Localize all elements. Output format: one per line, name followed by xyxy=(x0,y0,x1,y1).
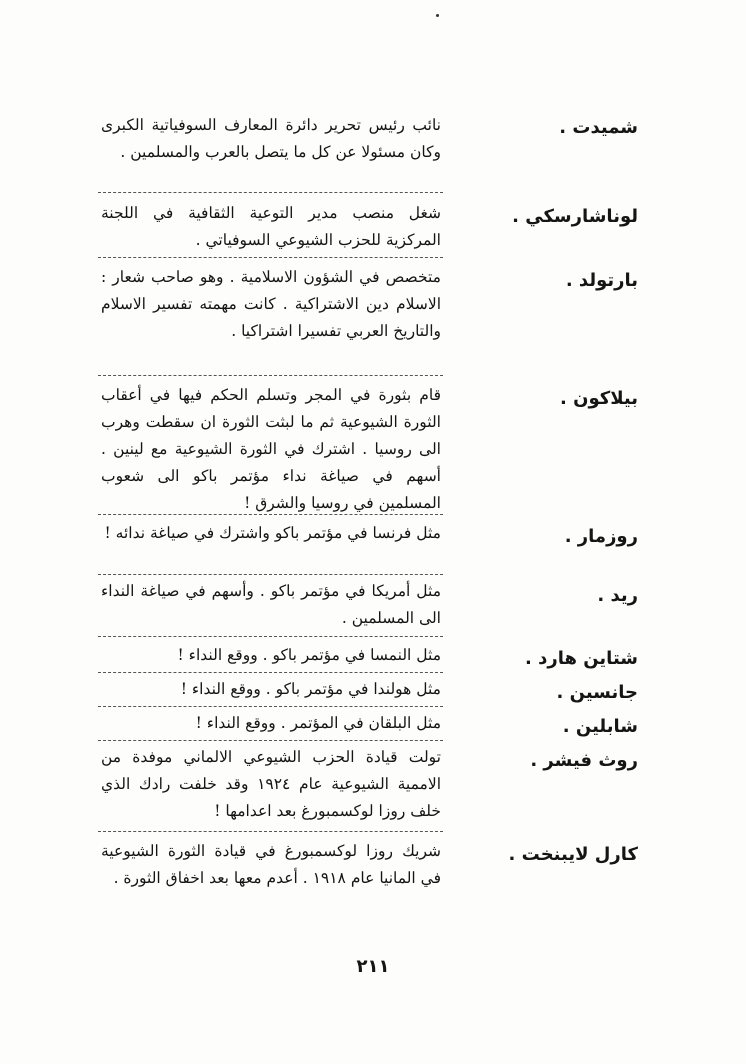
entry-name: شتاين هارد . xyxy=(525,648,638,669)
separator-line xyxy=(98,514,443,515)
separator-line xyxy=(98,192,443,193)
entry-description: تولت قيادة الحزب الشيوعي الالماني موفدة من الاممية الشيوعية عام ١٩٢٤ وقد خلفت رادك الذي خلف روزا لوكسمبورغ بعد اعدامها ! xyxy=(101,748,442,820)
entry-description: قام بثورة في المجر وتسلم الحكم فيها في أعقاب الثورة الشيوعية ثم ما لبثت الثورة ان سقطت وهرب الى روسيا . اشترك في الثورة الشيوعية مع لينين . أسهم في صياغة نداء مؤتمر باكو الى شعوب المسلمين في روسيا والشرق ! xyxy=(101,386,441,512)
entry-name: روث فيشر . xyxy=(530,750,638,771)
entry-name: لوناشارسكي . xyxy=(512,206,638,227)
entry-description: مثل النمسا في مؤتمر باكو . ووقع النداء ! xyxy=(177,646,441,664)
entry-description: متخصص في الشؤون الاسلامية . وهو صاحب شعار : الاسلام دين الاشتراكية . كانت مهمته تفسير الاسلام والتاريخ العربي تفسيرا اشتراكيا . xyxy=(101,268,441,340)
separator-line xyxy=(98,636,443,637)
separator-line xyxy=(98,375,443,376)
entry-description: مثل هولندا في مؤتمر باكو . ووقع النداء ! xyxy=(180,680,441,698)
separator-line xyxy=(98,831,443,832)
entry-description: نائب رئيس تحرير دائرة المعارف السوفياتية الكبرى وكان مسئولا عن كل ما يتصل بالعرب والمسلمين . xyxy=(101,116,441,161)
entry-description: شغل منصب مدير التوعية الثقافية في اللجنة المركزية للحزب الشيوعي السوفياتي . xyxy=(101,204,441,249)
entry-name: بارتولد . xyxy=(565,270,638,291)
entry-name: شميدت . xyxy=(559,117,638,138)
entry-name: كارل لايبنخت . xyxy=(508,844,638,865)
entry-name: روزمار . xyxy=(564,526,638,547)
entry-description: مثل البلقان في المؤتمر . ووقع النداء ! xyxy=(195,714,441,732)
separator-line xyxy=(98,672,443,673)
entry-name: جانسين . xyxy=(556,682,638,703)
page-number: ٢١١ xyxy=(356,956,390,977)
entry-name: شابلين . xyxy=(562,716,638,737)
separator-line xyxy=(98,574,443,575)
separator-line xyxy=(98,706,443,707)
entry-description: مثل أمريكا في مؤتمر باكو . وأسهم في صياغة النداء الى المسلمين . xyxy=(101,582,441,627)
separator-line xyxy=(98,740,443,741)
entry-name: ريد . xyxy=(597,585,638,606)
entry-description: مثل فرنسا في مؤتمر باكو واشترك في صياغة ندائه ! xyxy=(104,524,441,542)
page-speck xyxy=(436,14,439,17)
separator-line xyxy=(98,257,443,258)
entry-name: بيلاكون . xyxy=(560,388,638,409)
entry-description: شريك روزا لوكسمبورغ في قيادة الثورة الشيوعية في المانيا عام ١٩١٨ . أعدم معها بعد اخفاق الثورة . xyxy=(101,842,441,887)
